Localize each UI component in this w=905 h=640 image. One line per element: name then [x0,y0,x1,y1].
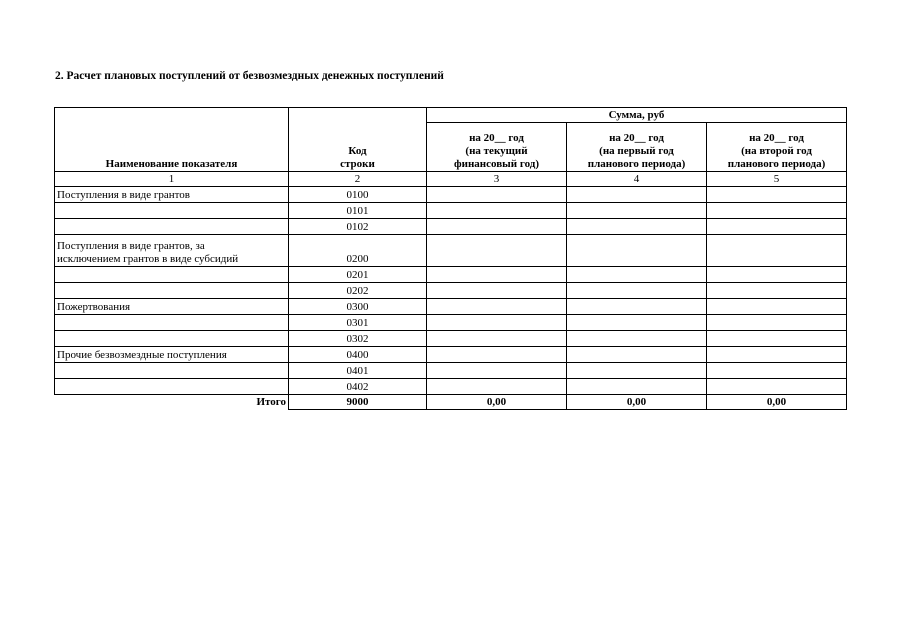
header-year-first-plan [567,123,707,172]
row-name [55,379,289,395]
cell-year-first-plan[interactable] [567,347,707,363]
table-row [55,315,847,331]
cell-year-second-plan[interactable] [707,219,847,235]
cell-year-first-plan[interactable] [567,203,707,219]
cell-year-second-plan[interactable] [707,331,847,347]
table-row [55,363,847,379]
cell-year-current[interactable] [427,331,567,347]
column-number-row [55,172,847,187]
column-number: 4 [567,172,707,187]
cell-year-current[interactable] [427,347,567,363]
cell-year-first-plan[interactable] [567,379,707,395]
header-year-second-plan [707,123,847,172]
header-row-code [289,108,427,172]
row-code: 0101 [289,203,427,219]
row-name [55,267,289,283]
cell-year-second-plan[interactable] [707,315,847,331]
cell-year-current[interactable] [427,267,567,283]
cell-year-second-plan[interactable] [707,283,847,299]
row-code: 0300 [289,299,427,315]
row-name [55,363,289,379]
header-year-current-l3: финансовый год) [454,158,539,170]
cell-year-current[interactable] [427,203,567,219]
row-name: Пожертвования [55,299,289,315]
cell-year-current[interactable] [427,315,567,331]
row-code: 0302 [289,331,427,347]
cell-year-first-plan[interactable] [567,299,707,315]
cell-year-first-plan[interactable] [567,363,707,379]
cell-year-first-plan[interactable] [567,283,707,299]
header-code-line2: строки [340,158,375,170]
total-year-current: 0,00 [427,395,567,410]
table-row [55,219,847,235]
row-code: 0200 [289,235,427,267]
row-code: 0401 [289,363,427,379]
row-name-line2: исключением грантов в виде субсидий [57,253,239,265]
row-code: 0102 [289,219,427,235]
cell-year-current[interactable] [427,363,567,379]
cell-year-first-plan[interactable] [567,187,707,203]
header-year-first-l3: планового периода) [587,158,686,170]
row-name [55,331,289,347]
total-year-first-plan: 0,00 [567,395,707,410]
column-number: 2 [289,172,427,187]
row-name-line1: Поступления в виде грантов, за [57,240,205,252]
header-year-current [427,123,567,172]
row-name [55,283,289,299]
cell-year-current[interactable] [427,379,567,395]
row-name [55,315,289,331]
cell-year-first-plan[interactable] [567,219,707,235]
cell-year-current[interactable] [427,283,567,299]
header-year-second-l2: (на второй год [741,145,812,157]
header-year-current-l1: на 20__ год [469,132,524,144]
table-row [55,203,847,219]
column-number: 3 [427,172,567,187]
total-row [55,395,847,410]
row-code: 0400 [289,347,427,363]
table-row [55,187,847,203]
column-number: 1 [55,172,289,187]
header-year-current-l2: (на текущий [465,145,528,157]
row-name: Поступления в виде грантов [55,187,289,203]
cell-year-second-plan[interactable] [707,203,847,219]
header-year-second-l3: планового периода) [727,158,826,170]
table-row [55,331,847,347]
column-number: 5 [707,172,847,187]
table-row [55,379,847,395]
row-name [55,219,289,235]
cell-year-second-plan[interactable] [707,267,847,283]
row-name [55,235,289,267]
cell-year-second-plan[interactable] [707,347,847,363]
cell-year-current[interactable] [427,235,567,267]
cell-year-second-plan[interactable] [707,363,847,379]
row-code: 0202 [289,283,427,299]
table-row [55,347,847,363]
cell-year-first-plan[interactable] [567,235,707,267]
row-code: 0301 [289,315,427,331]
row-code: 0100 [289,187,427,203]
cell-year-first-plan[interactable] [567,267,707,283]
cell-year-current[interactable] [427,187,567,203]
table-row [55,299,847,315]
header-code-line1: Код [348,145,367,157]
total-label: Итого [55,395,289,410]
row-name [55,203,289,219]
cell-year-current[interactable] [427,219,567,235]
header-year-second-l1: на 20__ год [749,132,804,144]
cell-year-second-plan[interactable] [707,187,847,203]
header-indicator-name: Наименование показателя [55,108,289,172]
table-row [55,235,847,267]
row-code: 0402 [289,379,427,395]
cell-year-first-plan[interactable] [567,331,707,347]
cell-year-second-plan[interactable] [707,299,847,315]
cell-year-second-plan[interactable] [707,235,847,267]
cell-year-current[interactable] [427,299,567,315]
row-name: Прочие безвозмездные поступления [55,347,289,363]
header-sum: Сумма, руб [427,108,847,123]
table-row [55,267,847,283]
revenue-table [54,107,847,410]
section-title: 2. Расчет плановых поступлений от безвозмездных денежных поступлений [55,70,444,82]
header-year-first-l1: на 20__ год [609,132,664,144]
row-code: 0201 [289,267,427,283]
cell-year-first-plan[interactable] [567,315,707,331]
table-row [55,283,847,299]
cell-year-second-plan[interactable] [707,379,847,395]
total-year-second-plan: 0,00 [707,395,847,410]
header-year-first-l2: (на первый год [599,145,674,157]
total-code: 9000 [289,395,427,410]
